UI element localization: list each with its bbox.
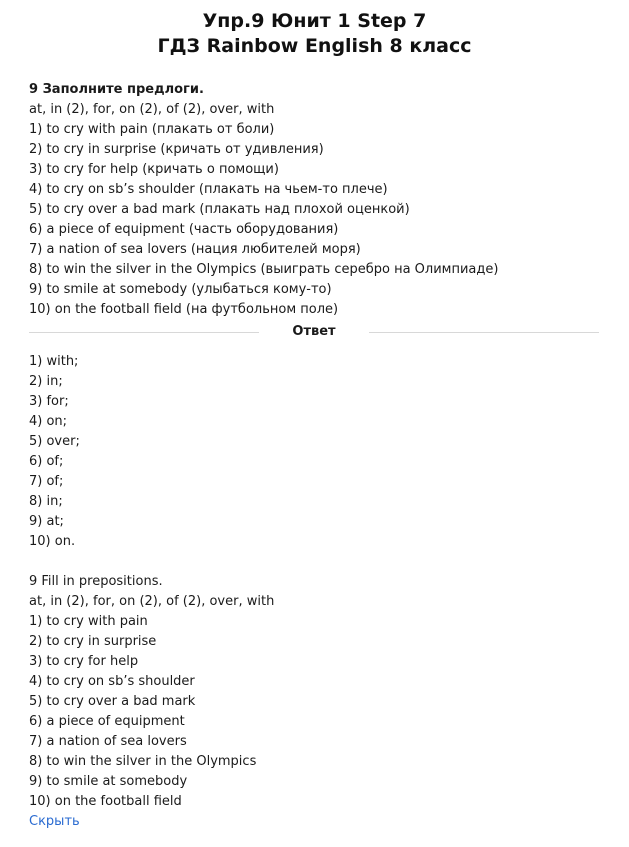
- hide-link[interactable]: Скрыть: [29, 814, 80, 829]
- task-item-en: 5) to cry over a bad mark: [29, 694, 196, 709]
- task-item-ru: 6) a piece of equipment (часть оборудования): [29, 222, 339, 237]
- task-item-en: 1) to cry with pain: [29, 614, 148, 629]
- task-item-en: 8) to win the silver in the Olympics: [29, 754, 257, 769]
- answer-item: 7) of;: [29, 474, 64, 489]
- task-item-ru: 8) to win the silver in the Olympics (выиграть серебро на Олимпиаде): [29, 262, 499, 277]
- task-item-ru: 3) to cry for help (кричать о помощи): [29, 162, 279, 177]
- answer-divider-label: Ответ: [292, 324, 336, 339]
- task-item-en: 6) a piece of equipment: [29, 714, 185, 729]
- exercise-content: [29, 80, 609, 832]
- answer-item: 9) at;: [29, 514, 64, 529]
- task-item-en: 7) a nation of sea lovers: [29, 734, 187, 749]
- word-bank-en: at, in (2), for, on (2), of (2), over, with: [29, 594, 275, 609]
- task-heading-ru: 9 Заполните предлоги.: [29, 82, 204, 97]
- section-spacer: [29, 552, 609, 572]
- task-item-ru: 2) to cry in surprise (кричать от удивления): [29, 142, 324, 157]
- answer-item: 3) for;: [29, 394, 69, 409]
- answers-list: [29, 352, 609, 552]
- task-russian: [29, 80, 609, 320]
- divider-rule-right: [369, 332, 599, 333]
- word-bank-ru: at, in (2), for, on (2), of (2), over, with: [29, 102, 275, 117]
- task-item-ru: 1) to cry with pain (плакать от боли): [29, 122, 275, 137]
- page-title-line-2: ГДЗ Rainbow English 8 класс: [157, 35, 472, 57]
- task-item-en: 10) on the football field: [29, 794, 182, 809]
- task-item-ru: 7) a nation of sea lovers (нация любителей моря): [29, 242, 361, 257]
- task-item-en: 4) to cry on sb’s shoulder: [29, 674, 195, 689]
- answer-item: 10) on.: [29, 534, 76, 549]
- task-item-en: 2) to cry in surprise: [29, 634, 157, 649]
- answer-item: 6) of;: [29, 454, 64, 469]
- task-item-ru: 4) to cry on sb’s shoulder (плакать на чьем-то плече): [29, 182, 388, 197]
- divider-rule-left: [29, 332, 259, 333]
- task-heading-en: 9 Fill in prepositions.: [29, 574, 163, 589]
- answer-item: 8) in;: [29, 494, 63, 509]
- answer-item: 2) in;: [29, 374, 63, 389]
- task-item-ru: 10) on the football field (на футбольном поле): [29, 302, 339, 317]
- task-item-en: 3) to cry for help: [29, 654, 139, 669]
- answer-item: 5) over;: [29, 434, 80, 449]
- answer-divider: [29, 322, 609, 342]
- answer-item: 4) on;: [29, 414, 68, 429]
- task-item-en: 9) to smile at somebody: [29, 774, 188, 789]
- task-item-ru: 9) to smile at somebody (улыбаться кому-то): [29, 282, 332, 297]
- page-title: [0, 9, 629, 59]
- answer-item: 1) with;: [29, 354, 79, 369]
- task-item-ru: 5) to cry over a bad mark (плакать над плохой оценкой): [29, 202, 410, 217]
- page-title-line-1: Упр.9 Юнит 1 Step 7: [202, 10, 427, 32]
- task-english: [29, 572, 609, 812]
